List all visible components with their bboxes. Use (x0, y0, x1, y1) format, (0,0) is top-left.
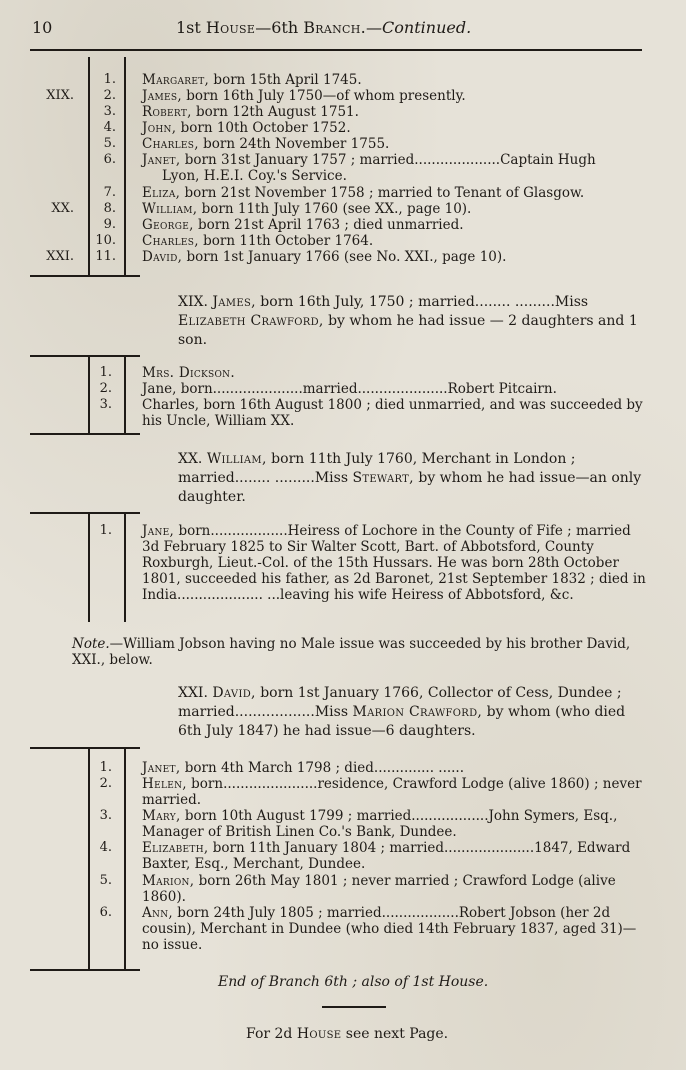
child-number: 6. (99, 905, 112, 920)
child-number: 2. (99, 776, 112, 791)
table4-bottom-rule (30, 969, 140, 971)
child-entry: Janet, born 31st January 1757 ; married....................Captain Hugh (142, 152, 596, 168)
roman-numeral: XIX. (46, 88, 74, 103)
entry-xx: XX. William, born 11th July 1760, Merchant in London ; married........ .........Miss Stewart, by whom he had issue—an only daughter. (178, 451, 642, 505)
table1-divider-right (124, 57, 126, 275)
child-entry: Mrs. Dickson. (142, 365, 235, 381)
child-number: 1. (103, 72, 116, 87)
child-entry-continued: Lyon, H.E.I. Coy.'s Service. (162, 168, 347, 184)
table1-bottom-rule (30, 275, 140, 277)
child-entry: Ann, born 24th July 1805 ; married..................Robert Jobson (her 2d cousin), Merchant in Dundee (who died 14th February 1837, aged 31)—no issue. (142, 905, 637, 953)
child-number: 4. (99, 840, 112, 855)
header-rule (30, 49, 642, 51)
running-head: 1st House—6th Branch.—Continued. (176, 18, 472, 37)
child-number: 1. (99, 760, 112, 775)
child-entry: Robert, born 12th August 1751. (142, 104, 359, 120)
child-number: 1. (99, 523, 112, 538)
child-number: 3. (99, 397, 112, 412)
child-number: 7. (103, 185, 116, 200)
child-entry: Elizabeth, born 11th January 1804 ; married.....................1847, Edward Baxter, Esq., Merchant, Dundee. (142, 840, 631, 872)
child-entry: Mary, born 10th August 1799 ; married..................John Symers, Esq., Manager of British Linen Co.'s Bank, Dundee. (142, 808, 618, 840)
table4-divider-right (124, 747, 126, 969)
child-number: 5. (103, 136, 116, 151)
child-entry: Margaret, born 15th April 1745. (142, 72, 362, 88)
footer-note: For 2d House see next Page. (246, 1026, 449, 1042)
child-entry: Eliza, born 21st November 1758 ; married to Tenant of Glasgow. (142, 185, 585, 201)
child-entry: David, born 1st January 1766 (see No. XXI., page 10). (142, 249, 507, 265)
entry-xxi: XXI. David, born 1st January 1766, Collector of Cess, Dundee ; married..................Miss Marion Crawford, by whom (who died 6th July 1847) he had issue—6 daughters. (178, 685, 626, 739)
child-number: 10. (95, 233, 116, 248)
child-number: 1. (99, 365, 112, 380)
child-entry: Charles, born 24th November 1755. (142, 136, 390, 152)
child-entry: Charles, born 11th October 1764. (142, 233, 374, 249)
end-note: End of Branch 6th ; also of 1st House. (218, 974, 489, 990)
child-entry: Marion, born 26th May 1801 ; never married ; Crawford Lodge (alive 1860). (142, 873, 616, 905)
child-entry: George, born 21st April 1763 ; died unmarried. (142, 217, 464, 233)
child-entry: James, born 16th July 1750—of whom presently. (142, 88, 466, 104)
child-entry: Charles, born 16th August 1800 ; died unmarried, and was succeeded by his Uncle, William XX. (142, 397, 643, 429)
table3-divider-right (124, 512, 126, 622)
child-entry: William, born 11th July 1760 (see XX., page 10). (142, 201, 472, 217)
child-number: 8. (103, 201, 116, 216)
note: Note.—William Jobson having no Male issue was succeeded by his brother David, XXI., below. (72, 636, 631, 668)
child-number: 4. (103, 120, 116, 135)
child-number: 6. (103, 152, 116, 167)
child-number: 11. (95, 249, 116, 264)
footer-separator (322, 1006, 386, 1008)
child-entry: Jane, born..................Heiress of Lochore in the County of Fife ; married 3d February 1825 to Sir Walter Scott, Bart. of Abbotsford, County Roxburgh, Lieut.-Col. of the 15th Hussars. He was born 28th October 1801, succeeded his father, as 2d Baronet, 21st September 1832 ; died in India.................... ...leaving his wife Heiress of Abbotsford, &c. (142, 523, 646, 603)
child-number: 3. (99, 808, 112, 823)
page-number: 10 (32, 18, 53, 37)
table2-bottom-rule (30, 433, 140, 435)
roman-numeral: XXI. (46, 249, 74, 264)
child-entry: John, born 10th October 1752. (142, 120, 351, 136)
child-number: 2. (99, 381, 112, 396)
child-entry: Helen, born......................residence, Crawford Lodge (alive 1860) ; never married. (142, 776, 642, 808)
child-number: 5. (99, 873, 112, 888)
child-number: 3. (103, 104, 116, 119)
child-number: 2. (103, 88, 116, 103)
child-number: 9. (103, 217, 116, 232)
table2-divider-right (124, 355, 126, 433)
entry-xix: XIX. James, born 16th July, 1750 ; married........ .........Miss Elizabeth Crawford, by whom he had issue — 2 daughters and 1 son. (178, 294, 638, 348)
roman-numeral: XX. (51, 201, 74, 216)
child-entry: Janet, born 4th March 1798 ; died.............. ...... (142, 760, 465, 776)
child-entry: Jane, born.....................married.....................Robert Pitcairn. (142, 381, 557, 397)
